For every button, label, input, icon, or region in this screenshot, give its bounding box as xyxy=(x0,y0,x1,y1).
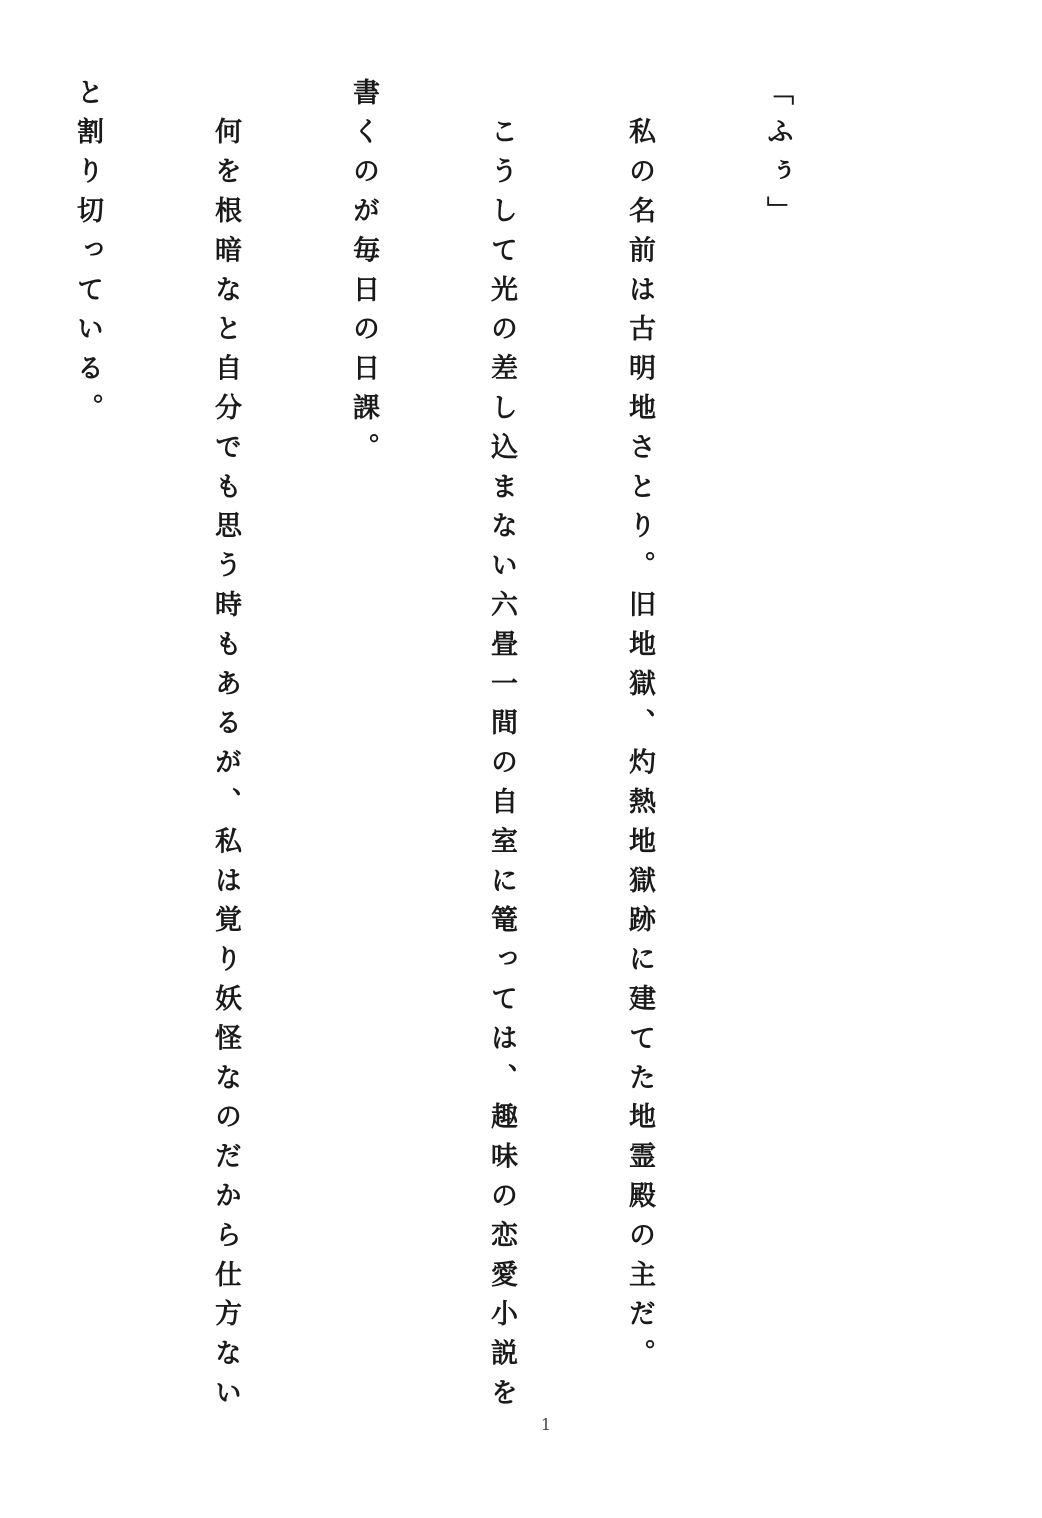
text-line: 「ふぅ」 xyxy=(762,78,793,236)
text-line: 書くのが毎日の日課。 xyxy=(348,78,379,472)
text-line: こうして光の差し込まない六畳一間の自室に篭っては、趣味の恋愛小説を xyxy=(486,78,517,1418)
text-line: と割り切っている。 xyxy=(72,78,103,433)
text-line: 私の名前は古明地さとり。旧地獄、灼熱地獄跡に建てた地霊殿の主だ。 xyxy=(624,78,655,1379)
vertical-text-body xyxy=(0,78,892,1418)
page-number: 1 xyxy=(540,1415,552,1434)
text-line: 何を根暗なと自分でも思う時もあるが、私は覚り妖怪なのだから仕方ない xyxy=(210,78,241,1418)
